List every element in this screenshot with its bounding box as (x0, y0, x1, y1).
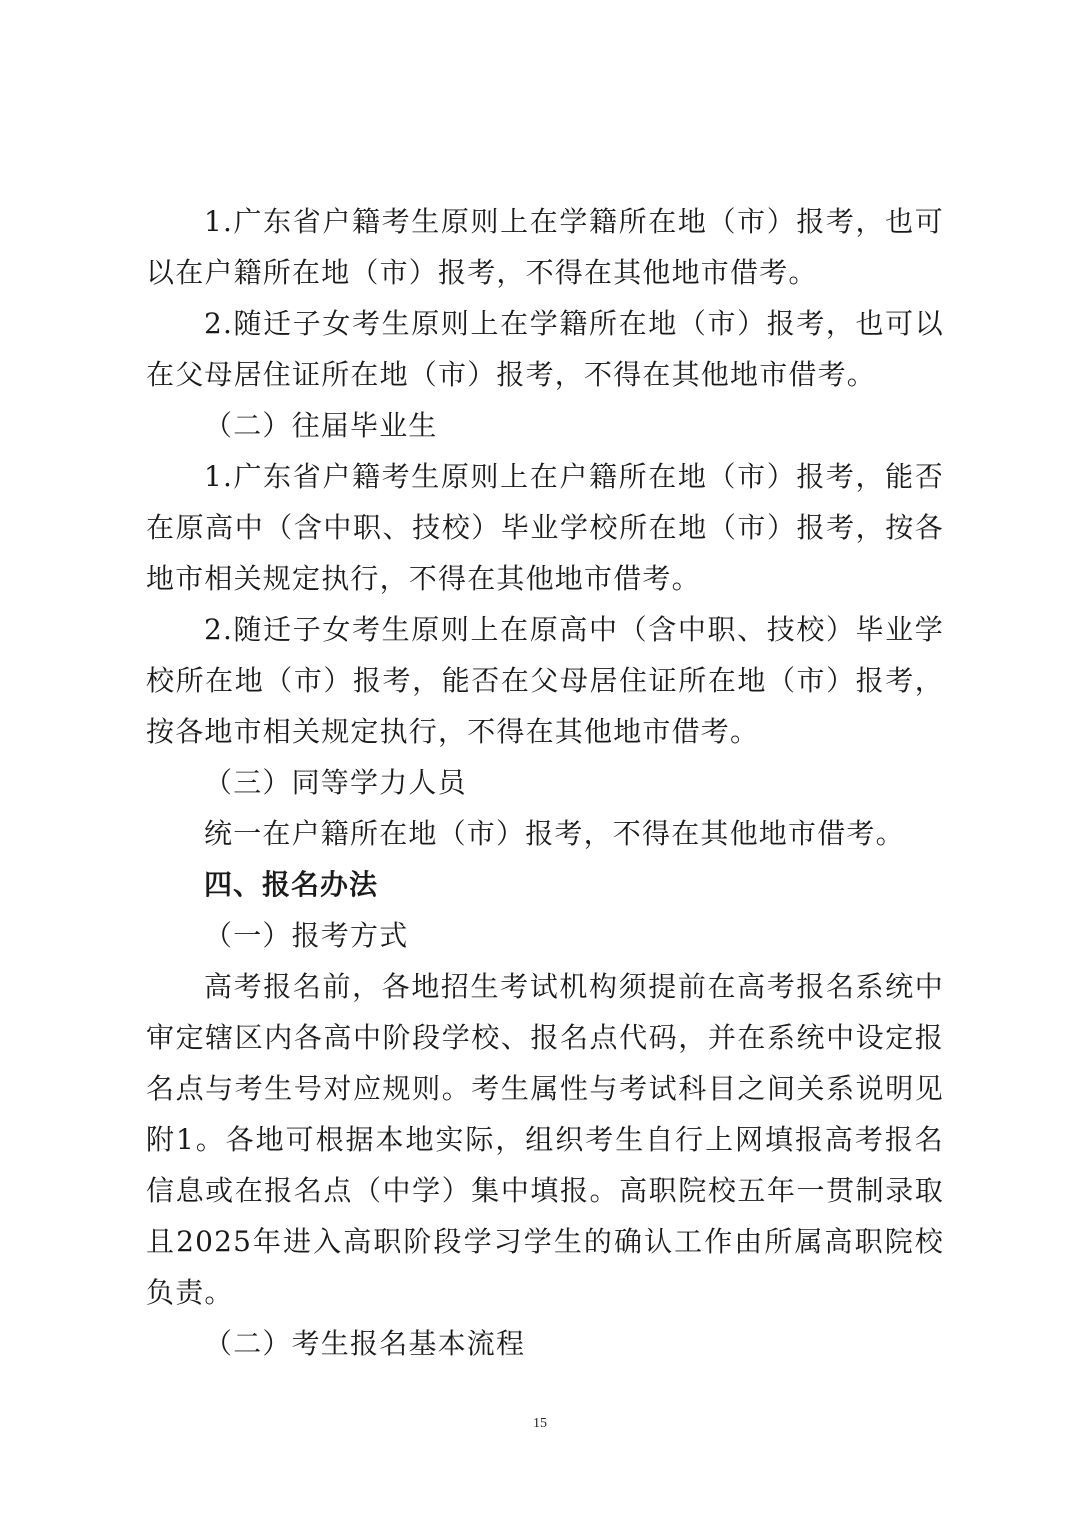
paragraph-previous-grad-guangdong-hukou: 1.广东省户籍考生原则上在户籍所在地（市）报考，能否在原高中（含中职、技校）毕业学校所在地（市）报考，按各地市相关规定执行，不得在其他地市借考。 (146, 460, 944, 595)
paragraph-previous-grad-migrant-children: 2.随迁子女考生原则上在原高中（含中职、技校）毕业学校所在地（市）报考，能否在父母居住证所在地（市）报考，按各地市相关规定执行，不得在其他地市借考。 (146, 613, 944, 748)
subheading-registration-process: （二）考生报名基本流程 (204, 1327, 526, 1360)
section-heading-registration-method: 四、报名办法 (204, 868, 379, 901)
document-body (146, 196, 944, 1369)
subheading-equivalent-education: （三）同等学力人员 (204, 766, 467, 799)
paragraph-fresh-grad-migrant-children: 2.随迁子女考生原则上在学籍所在地（市）报考，也可以在父母居住证所在地（市）报考，不得在其他地市借考。 (146, 307, 944, 391)
paragraph-registration-mode: 高考报名前，各地招生考试机构须提前在高考报名系统中审定辖区内各高中阶段学校、报名点代码，并在系统中设定报名点与考生号对应规则。考生属性与考试科目之间关系说明见附1。各地可根据本地实际，组织考生自行上网填报高考报名信息或在报名点（中学）集中填报。高职院校五年一贯制录取且2025年进入高职阶段学习学生的确认工作由所属高职院校负责。 (146, 970, 944, 1309)
paragraph-equivalent-education: 统一在户籍所在地（市）报考，不得在其他地市借考。 (204, 817, 905, 850)
subheading-previous-graduates: （二）往届毕业生 (204, 409, 438, 442)
page-number: 15 (533, 1416, 547, 1431)
paragraph-fresh-grad-guangdong-hukou: 1.广东省户籍考生原则上在学籍所在地（市）报考，也可以在户籍所在地（市）报考，不得在其他地市借考。 (146, 205, 944, 289)
subheading-registration-mode: （一）报考方式 (204, 919, 409, 952)
